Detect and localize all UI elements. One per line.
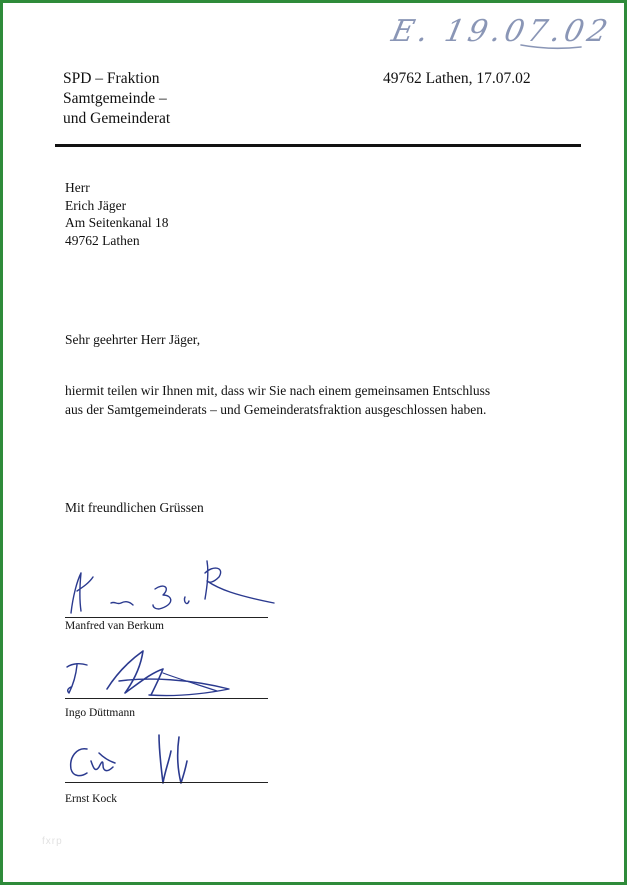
- receipt-note-text: E. 19.07.02: [388, 14, 615, 49]
- recipient-line: Herr: [65, 180, 90, 195]
- signatory-name: Manfred van Berkum: [65, 620, 164, 632]
- signature-1-scribble: [59, 551, 289, 621]
- signatory-name: Ingo Düttmann: [65, 707, 135, 719]
- recipient-line: 49762 Lathen: [65, 232, 140, 248]
- signature-line: [65, 617, 268, 618]
- body-line: hiermit teilen wir Ihnen mit, dass wir Sie nach einem gemeinsamen Entschluss: [65, 383, 491, 398]
- recipient-address: [65, 179, 168, 249]
- body-line: aus der Samtgemeinderats – und Gemeinderatsfraktion ausgeschlossen haben.: [65, 402, 487, 417]
- sender-line: Samtgemeinde –: [63, 90, 167, 107]
- recipient-line: Am Seitenkanal 18: [65, 215, 169, 230]
- closing-phrase: Mit freundlichen Grüssen: [65, 500, 204, 515]
- signature-line: [65, 698, 268, 699]
- header-divider: [55, 144, 581, 147]
- letter-body: [65, 381, 490, 419]
- place-date: 49762 Lathen, 17.07.02: [383, 70, 531, 87]
- sender-line: und Gemeinderat: [63, 110, 171, 127]
- signature-line: [65, 782, 268, 783]
- recipient-line: Erich Jäger: [65, 197, 127, 213]
- signatory-name: Ernst Kock: [65, 793, 118, 805]
- sender-block: [63, 69, 170, 129]
- signature-2-scribble: [59, 643, 289, 703]
- sender-line: SPD – Fraktion: [63, 70, 160, 87]
- handwritten-receipt-note: [388, 9, 615, 59]
- watermark: fxrp: [42, 836, 63, 847]
- salutation: Sehr geehrter Herr Jäger,: [65, 332, 201, 347]
